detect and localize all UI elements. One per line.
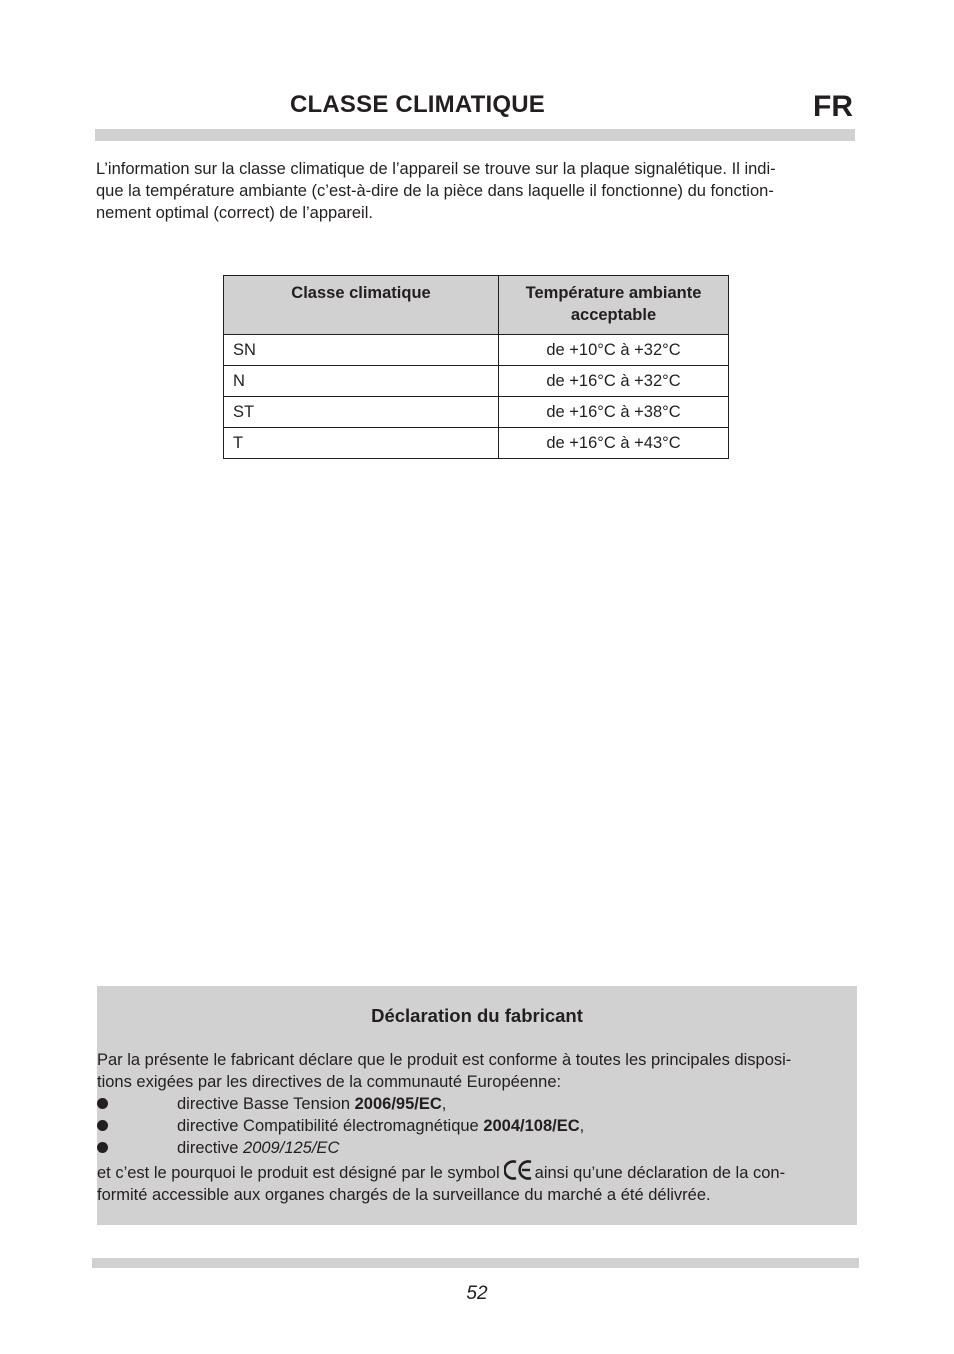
list-item: [97, 1137, 857, 1159]
table-cell-temperature: de +10°C à +32°C: [499, 335, 729, 366]
declaration-title: Déclaration du fabricant: [371, 1005, 583, 1026]
table-cell-class: T: [224, 428, 499, 459]
language-code: FR: [813, 90, 853, 123]
column-header-ambient-temperature: Température ambiante acceptable: [499, 276, 729, 335]
declaration-line: Par la présente le fabricant déclare que le produit est conforme à toutes les principales disposi-: [97, 1051, 792, 1069]
directive-suffix: ,: [441, 1095, 447, 1113]
bullet-icon: [97, 1120, 108, 1131]
footer-divider: [92, 1258, 859, 1268]
page-title: CLASSE CLIMATIQUE: [290, 91, 545, 118]
table-cell-temperature: de +16°C à +32°C: [499, 366, 729, 397]
declaration-line: [97, 1159, 857, 1184]
ce-sentence-start: et c’est le pourquoi le produit est désigné par le symbol: [97, 1164, 500, 1182]
declaration-line: formité accessible aux organes chargés de la surveillance du marché a été délivrée.: [97, 1186, 711, 1204]
ce-sentence-end: ainsi qu’une déclaration de la con-: [534, 1164, 786, 1182]
declaration-line: tions exigées par les directives de la communauté Européenne:: [97, 1073, 562, 1091]
directive-number: 2009/125/EC: [243, 1139, 340, 1157]
page-number: 52: [466, 1283, 488, 1304]
table-row: [224, 366, 729, 397]
directive-number: 2004/108/EC: [483, 1117, 580, 1135]
declaration-text: [97, 1049, 857, 1206]
intro-line: que la température ambiante (c’est-à-dire de la pièce dans laquelle il fonctionne) du fonction-: [96, 182, 774, 200]
climate-class-table: [223, 275, 729, 459]
directive-text: directive Compatibilité électromagnétique: [177, 1117, 484, 1135]
table-row: [224, 335, 729, 366]
list-item: [97, 1093, 857, 1115]
table-row: [224, 397, 729, 428]
column-header-climate-class: Classe climatique: [224, 276, 499, 335]
list-item: [97, 1115, 857, 1137]
bullet-icon: [97, 1142, 108, 1153]
header-divider: [95, 129, 855, 141]
table-cell-temperature: de +16°C à +43°C: [499, 428, 729, 459]
intro-line: nement optimal (correct) de l’appareil.: [96, 204, 373, 222]
directive-text: directive: [177, 1139, 244, 1157]
table-header-row: [224, 276, 729, 335]
table-cell-class: N: [224, 366, 499, 397]
intro-line: L’information sur la classe climatique de l’appareil se trouve sur la plaque signalétique. Il indi-: [96, 160, 776, 178]
directive-suffix: ,: [579, 1117, 585, 1135]
table-cell-temperature: de +16°C à +38°C: [499, 397, 729, 428]
table-cell-class: ST: [224, 397, 499, 428]
directive-number: 2006/95/EC: [354, 1095, 442, 1113]
ce-mark-icon: [504, 1159, 534, 1181]
table-cell-class: SN: [224, 335, 499, 366]
intro-paragraph: [96, 158, 856, 224]
manufacturer-declaration-box: [97, 986, 857, 1225]
table-row: [224, 428, 729, 459]
directive-text: directive Basse Tension: [177, 1095, 355, 1113]
bullet-icon: [97, 1098, 108, 1109]
